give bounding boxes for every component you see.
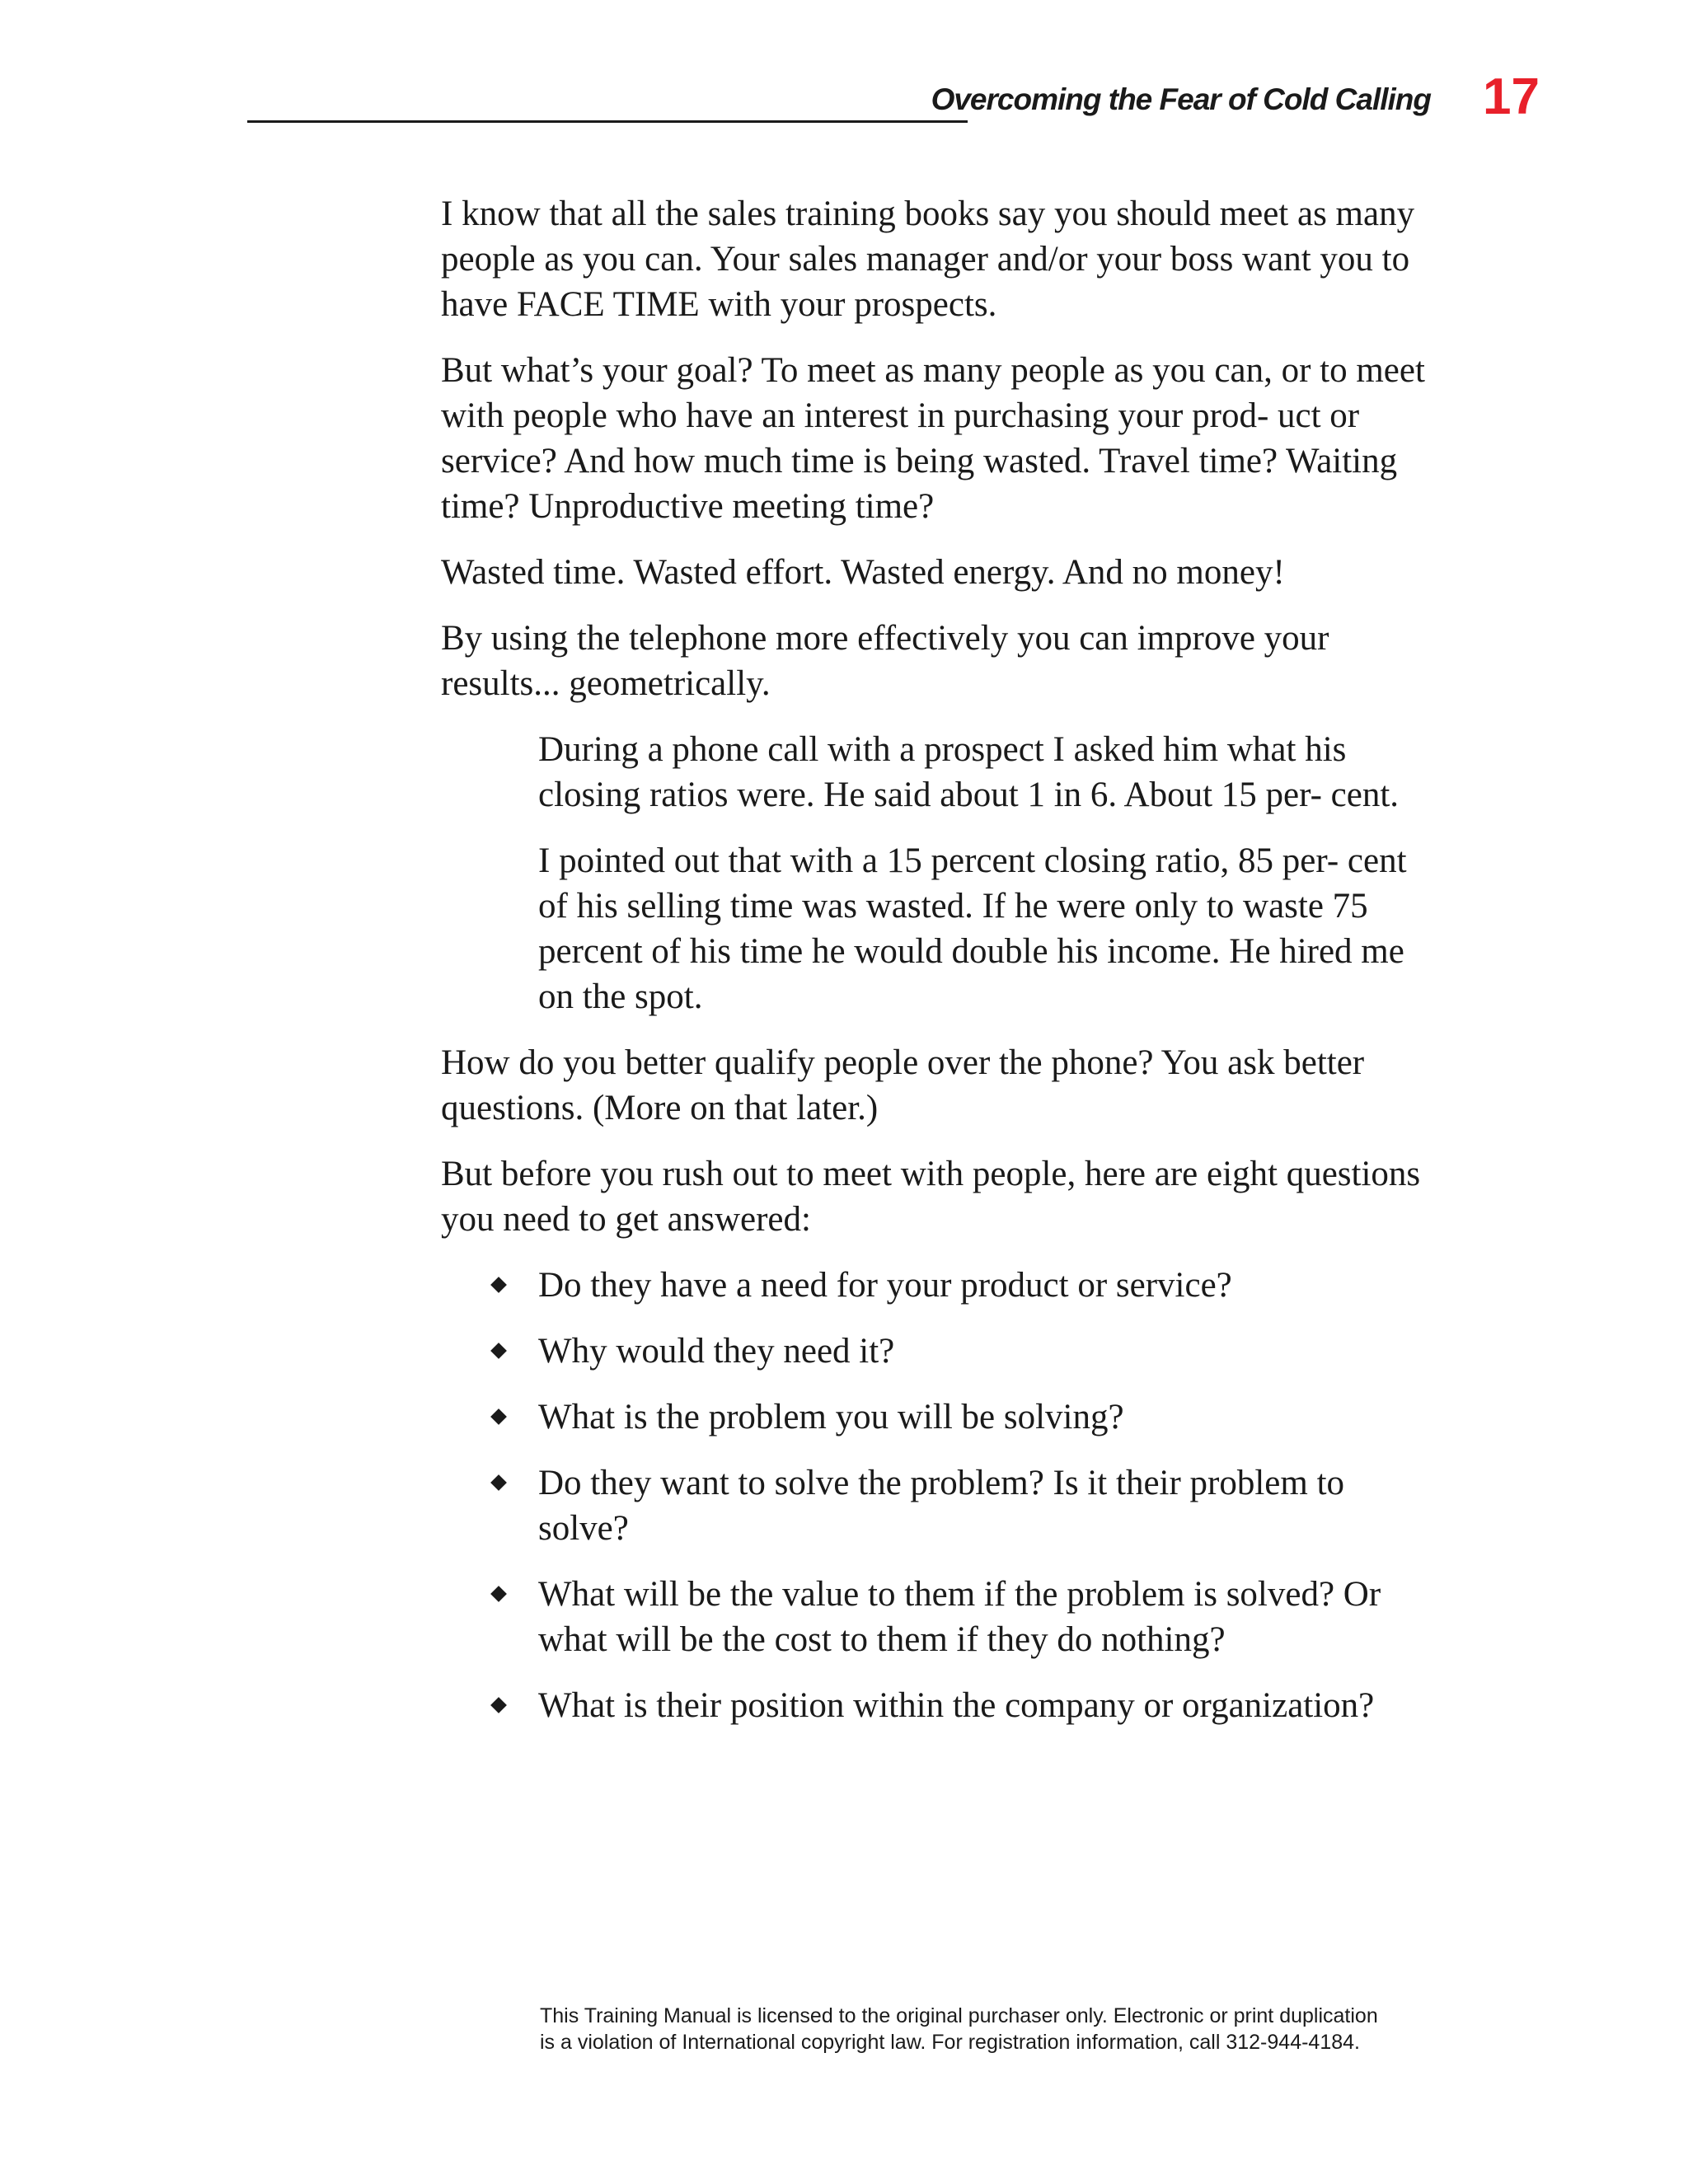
list-item xyxy=(538,1329,1430,1374)
diamond-bullet-icon xyxy=(490,1343,507,1359)
diamond-bullet-icon xyxy=(490,1697,507,1713)
footer-line: is a violation of International copyright law. For registration information, call 312-944-4184. xyxy=(540,2031,1360,2054)
indented-anecdote: During a phone call with a prospect I asked him what his closing ratios were. He said about 1 in 6. About 15 per- cent. xyxy=(538,730,1400,814)
question-list xyxy=(441,1263,1430,1728)
paragraph: How do you better qualify people over the phone? You ask better questions. (More on that later.) xyxy=(441,1043,1365,1127)
list-item-text: What will be the value to them if the problem is solved? Or what will be the cost to them if they do nothing? xyxy=(538,1575,1381,1659)
diamond-bullet-icon xyxy=(490,1586,507,1602)
footer-line: This Training Manual is licensed to the original purchaser only. Electronic or print duplication xyxy=(540,2004,1378,2027)
paragraph: Wasted time. Wasted effort. Wasted energy. And no money! xyxy=(441,553,1285,592)
list-item-text: What is their position within the company or organization? xyxy=(538,1686,1375,1725)
body-text xyxy=(441,191,1430,1749)
list-item xyxy=(538,1263,1430,1308)
running-head: Overcoming the Fear of Cold Calling xyxy=(931,82,1431,116)
list-item xyxy=(538,1683,1430,1728)
paragraph: By using the telephone more effectively you can improve your results... geometrically. xyxy=(441,619,1329,703)
diamond-bullet-icon xyxy=(490,1408,507,1425)
diamond-bullet-icon xyxy=(490,1277,507,1293)
indented-anecdote: I pointed out that with a 15 percent closing ratio, 85 per- cent of his selling time was wasted. If he were only to waste 75 percent of his time he would double his income. He hired me on the spot. xyxy=(538,841,1407,1016)
list-item-text: Why would they need it? xyxy=(538,1332,895,1371)
list-item xyxy=(538,1394,1430,1440)
copyright-footer xyxy=(540,2003,1422,2055)
list-item xyxy=(538,1460,1430,1551)
paragraph: But what’s your goal? To meet as many people as you can, or to meet with people who have an interest in purchasing your prod- uct or service? And how much time is being wasted. Travel time? Waiting time? Unproductive meeting time? xyxy=(441,351,1425,526)
list-item-text: Do they want to solve the problem? Is it their problem to solve? xyxy=(538,1464,1345,1548)
list-item-text: What is the problem you will be solving? xyxy=(538,1398,1124,1436)
list-item-text: Do they have a need for your product or service? xyxy=(538,1266,1232,1305)
diamond-bullet-icon xyxy=(490,1474,507,1491)
header-rule xyxy=(247,120,968,123)
paragraph: I know that all the sales training books say you should meet as many people as you can. Your sales manager and/or your boss want you to have FACE TIME with your prospects. xyxy=(441,194,1415,324)
list-item xyxy=(538,1572,1430,1662)
paragraph: But before you rush out to meet with people, here are eight questions you need to get answered: xyxy=(441,1155,1421,1239)
page-number: 17 xyxy=(1483,68,1540,125)
